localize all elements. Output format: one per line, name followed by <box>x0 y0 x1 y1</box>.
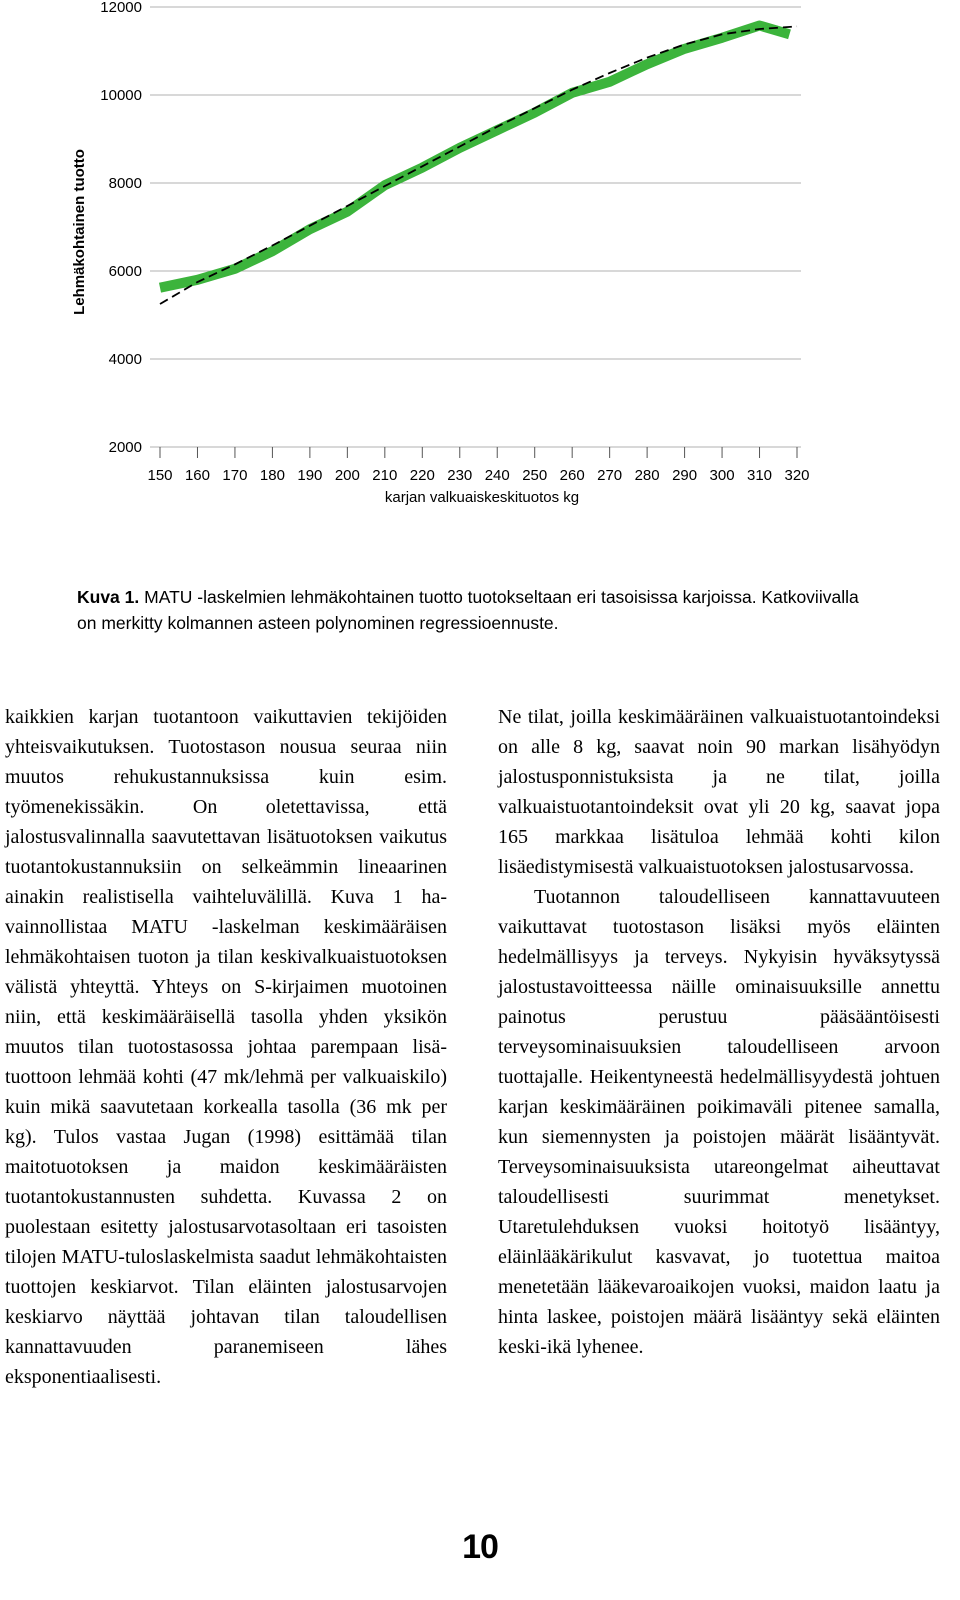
y-tick-label-2000: 2000 <box>108 439 142 456</box>
x-tick-label-240: 240 <box>484 467 510 484</box>
production-chart <box>0 0 960 520</box>
x-tick-label-210: 210 <box>372 467 398 484</box>
x-tick-label-180: 180 <box>259 467 285 484</box>
y-tick-label-8000: 8000 <box>108 175 142 192</box>
right-paragraph-2: Tuotannon taloudelliseen kannattavuuteen vaikuttavat tuotostason lisäksi myös eläinten hedelmällisyys ja terveys. Nykyisin hyväksytyssä jalostustavoitteessa näille ominaisuuksille annettu painotus perustuu pääsääntöisesti terveysominaisuuksien taloudelliseen arvoon tuottajalle. Heikentyneestä hedelmällisyydestä johtuen karjan keskimääräinen poikimaväli pitenee samalla, kun siemennysten ja poistojen määrät lisääntyvät. Terveysominaisuuksista utareongelmat aiheuttavat taloudellisesti suurimmat menetykset. Utaretulehduksen vuoksi hoitotyö lisääntyy, eläinlääkärikulut kasvavat, jo tuotettua maitoa menetetään lääkevaroaikojen vuoksi, maidon laatu ja hinta laskee, poistojen määrä lisääntyy sekä eläinten keski-ikä lyhenee. <box>498 886 940 1358</box>
x-tick-label-290: 290 <box>672 467 698 484</box>
caption-text: MATU -laskelmien lehmäkohtainen tuotto tuotokseltaan eri tasoisissa karjoissa. Katkoviivalla on merkitty kolmannen asteen polynominen regressioennuste. <box>77 587 859 633</box>
x-tick-label-220: 220 <box>409 467 435 484</box>
x-tick-label-260: 260 <box>559 467 585 484</box>
y-tick-label-6000: 6000 <box>108 263 142 280</box>
x-tick-label-160: 160 <box>184 467 210 484</box>
series-line-actual <box>160 26 790 288</box>
x-tick-label-310: 310 <box>747 467 773 484</box>
body-column-left <box>5 702 447 1392</box>
x-tick-label-270: 270 <box>597 467 623 484</box>
series-layer <box>160 26 797 305</box>
right-paragraph-1: Ne tilat, joilla keskimääräinen valkuaistuotantoindeksi on alle 8 kg, saavat noin 90 markan lisähyödyn jalostusponnistuksista ja ne tilat, joilla valkuaistuotantoindeksit ovat yli 20 kg, saavat jopa 165 markkaa lisätuloa lehmää kohti kilon lisäedistymisestä valkuaistuotoksen jalostusarvossa. <box>498 706 940 878</box>
x-tick-label-170: 170 <box>222 467 248 484</box>
figure-caption <box>77 584 867 636</box>
y-axis-label: Lehmäkohtainen tuotto <box>71 149 88 315</box>
x-axis-label: karjan valkuaiskeskituotos kg <box>384 489 580 506</box>
y-tick-label-12000: 12000 <box>100 0 142 16</box>
x-tick-label-300: 300 <box>709 467 735 484</box>
x-tick-label-250: 250 <box>522 467 548 484</box>
y-tick-label-10000: 10000 <box>100 87 142 104</box>
tick-label-layer <box>100 0 809 484</box>
caption-label: Kuva 1. <box>77 587 140 607</box>
page-number: 10 <box>462 1528 498 1566</box>
y-tick-label-4000: 4000 <box>108 351 142 368</box>
x-tick-label-200: 200 <box>334 467 360 484</box>
body-column-right <box>498 702 940 1362</box>
x-tick-label-190: 190 <box>297 467 323 484</box>
x-tick-label-320: 320 <box>784 467 810 484</box>
chart-svg <box>0 0 960 520</box>
x-tick-label-280: 280 <box>634 467 660 484</box>
grid-layer <box>150 7 801 447</box>
x-tick-layer <box>160 447 797 458</box>
x-tick-label-230: 230 <box>447 467 473 484</box>
x-tick-label-150: 150 <box>147 467 173 484</box>
left-paragraph-1: kaikkien karjan tuotantoon vaikuttavien tekijöiden yhteisvaikutuksen. Tuotostason nousua seuraa niin muutos rehukustannuksissa kuin esim. työmenekissäkin. On oletettavissa, että jalostusvalinnalla saavutettavan lisätuotoksen vaikutus tuotantokustannuksiin on selkeämmin lineaarinen ainakin realistisella vaihteluvälillä. Kuva 1 havainnollistaa MATU -laskelman keskimääräisen lehmäkohtaisen tuoton ja tilan keskivalkuaistuotoksen välistä yhteyttä. Yhteys on S-kirjaimen muotoinen niin, että keskimääräisellä tasolla yhden yksikön muutos tilan tuotostasossa johtaa parempaan lisätuottoon lehmää kohti (47 mk/lehmä per valkuaiskilo) kuin mikä saavutetaan korkealla tasolla (36 mk per kg). Tulos vastaa Jugan (1998) esittämää tilan maitotuotoksen ja maidon keskimääräisten tuotantokustannusten suhdetta. Kuvassa 2 on puolestaan esitetty jalostusarvotasoltaan eri tasoisten tilojen MATU-tuloslaskelmista saadut lehmäkohtaisten tuottojen keskiarvot. Tilan eläinten jalostusarvojen keskiarvo näyttää johtavan tilan taloudellisen kannattavuuden paranemiseen lähes eksponentiaalisesti. <box>5 706 447 1388</box>
